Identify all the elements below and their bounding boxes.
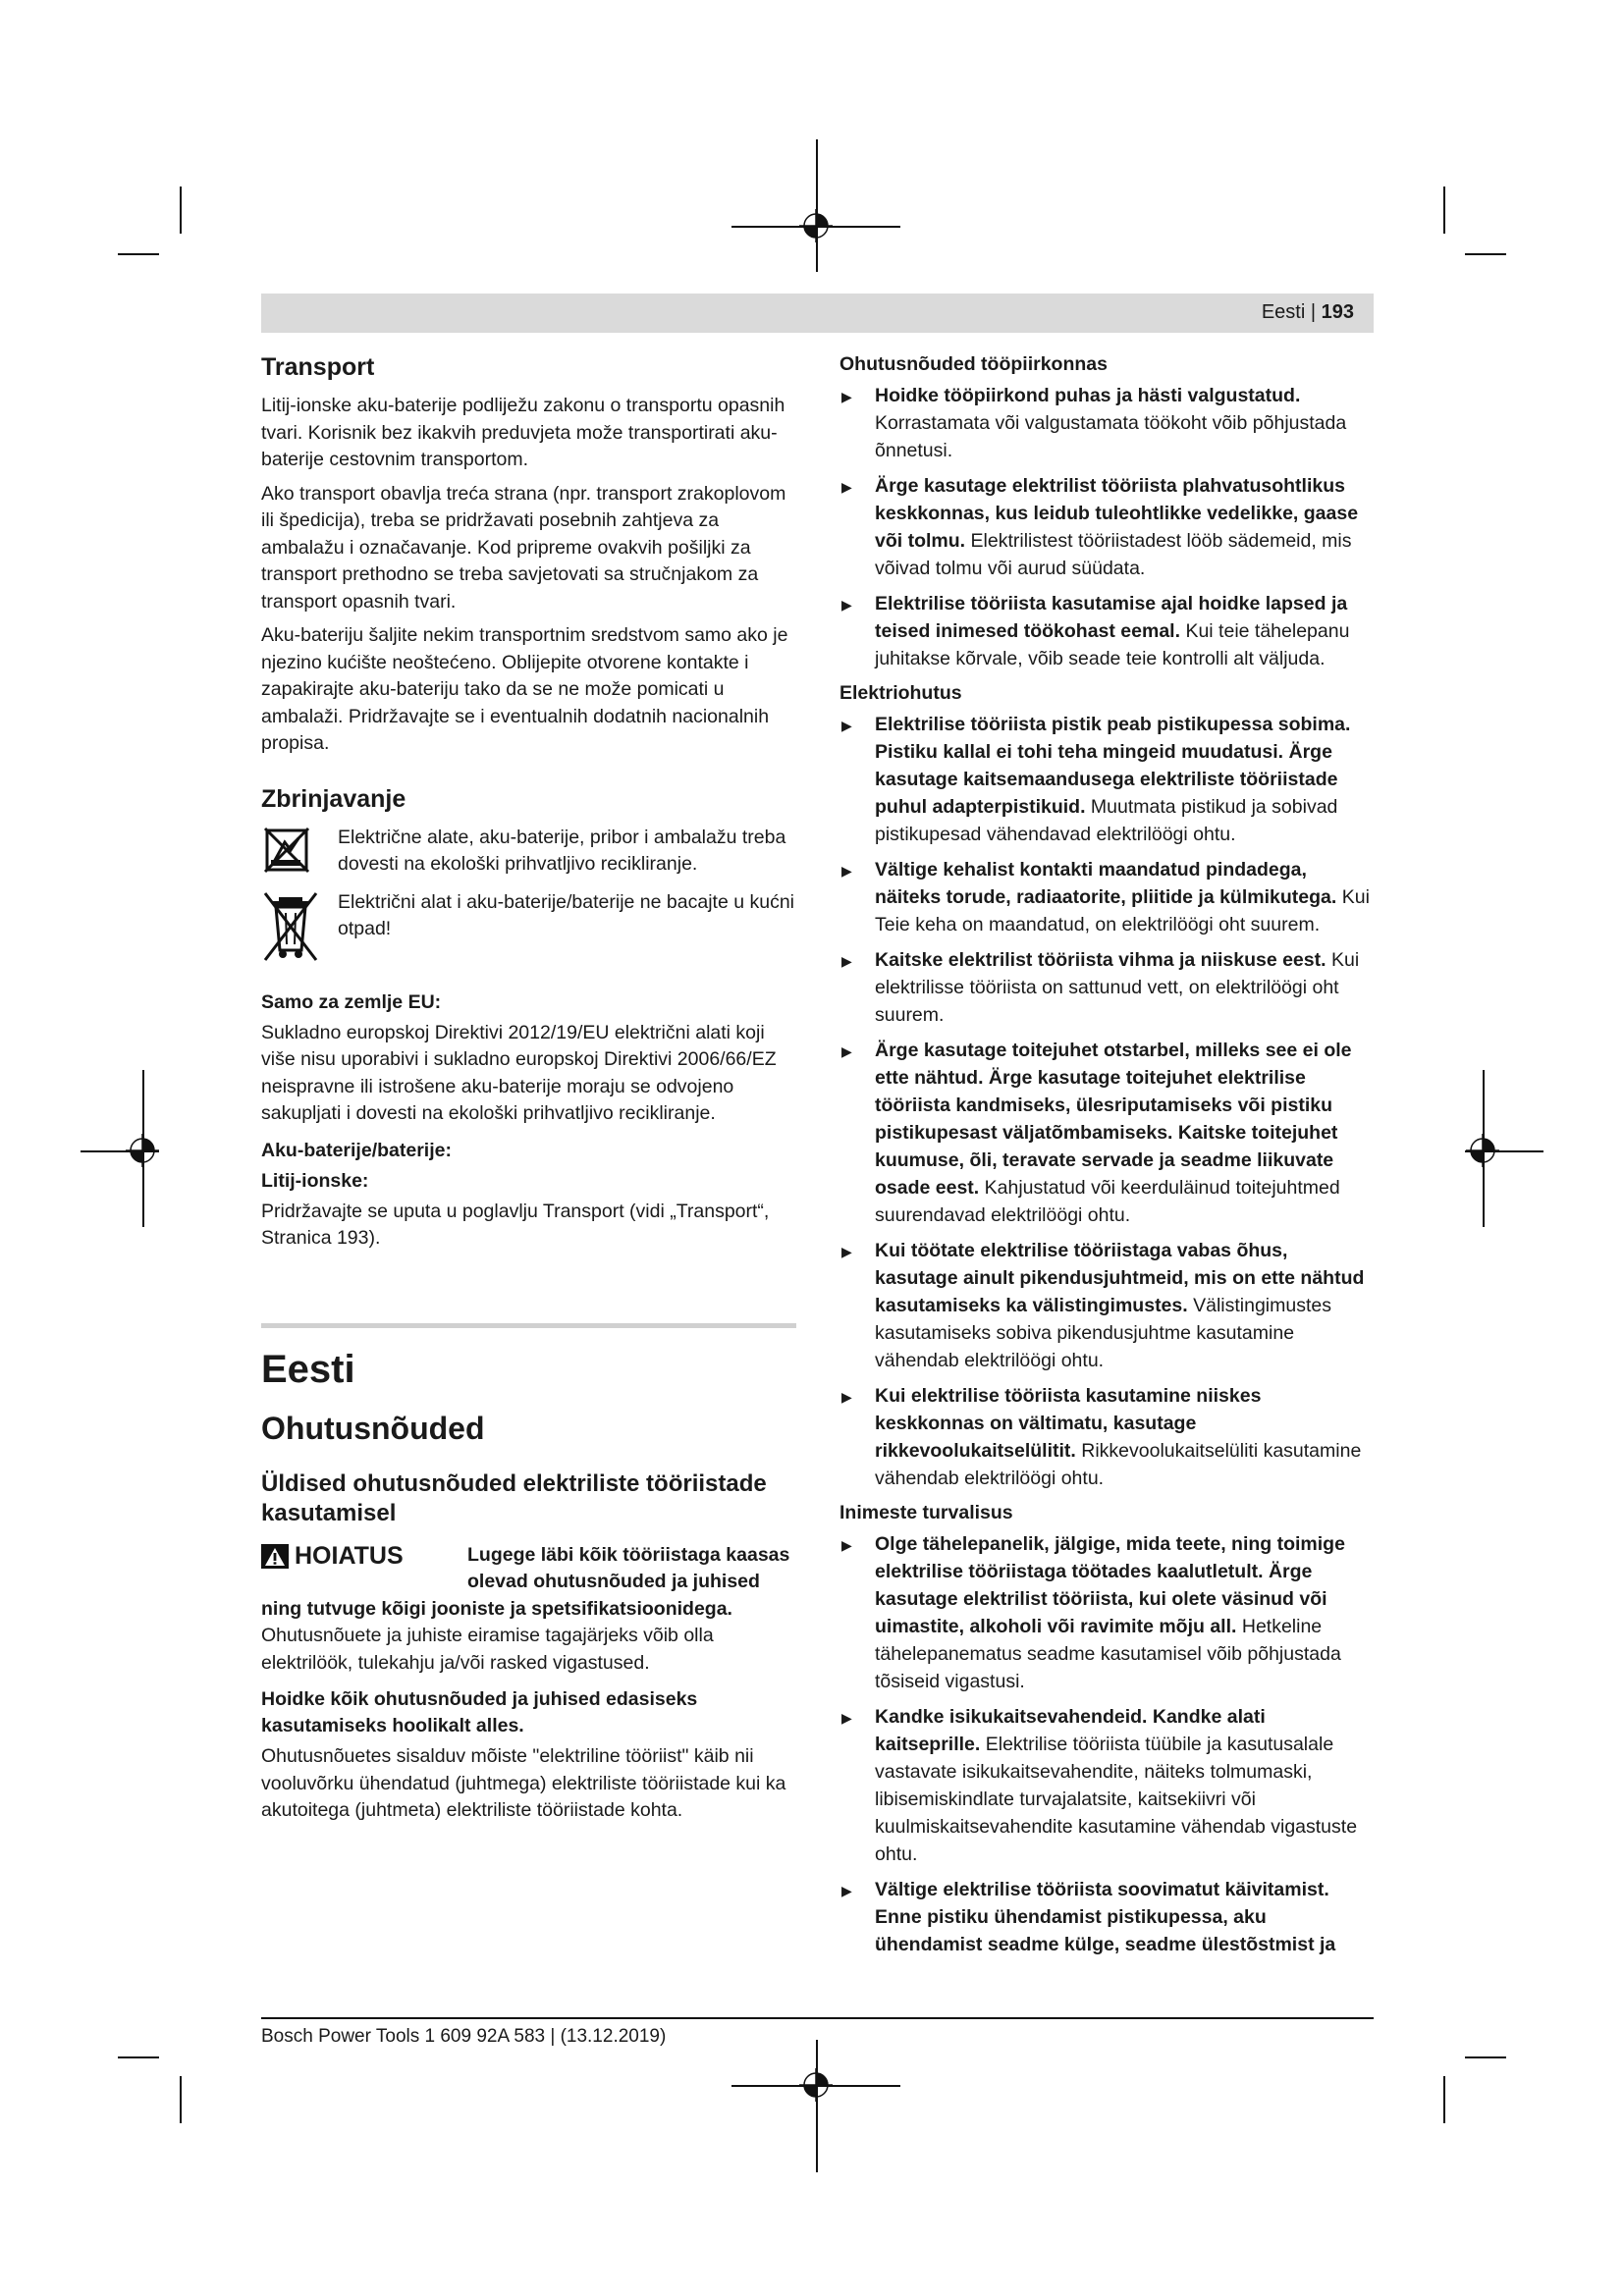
warning-line-2: ning tutvuge kõigi jooniste ja spetsifikatsioonidega. [261,1597,732,1620]
list-item-text: Kui elektrilisse tööriista on sattunud vett, on elektrilöögi oht suurem. [875,949,1360,1026]
registration-target-icon [1466,1134,1499,1167]
batteries-paragraph: Pridržavajte se uputa u poglavlju Transport (vidi „Transport“, Stranica 193). [261,1200,770,1249]
list-item-bold: Ärge kasutage toitejuhet otstarbel, milleks see ei ole ette nähtud. Ärge kasutage toitejuhet elektrilise tööriista kandmiseks, ülesriputamiseks või pistiku pistikupesast väljatõmbamiseks. Kaitske toitejuhet kuumuse, õli, teravate servade ja seadme liikuvate osade eest. [875,1040,1352,1199]
warning-triangle-icon [261,1544,289,1569]
page-footer: Bosch Power Tools 1 609 92A 583 | (13.12.2019) [261,2026,667,2047]
list-item [839,856,1375,938]
electrical-heading: Elektriohutus [839,682,962,704]
list-item-bold: Elektrilise tööriista kasutamise ajal hoidke lapsed ja teised inimesed töökohast eemal. [875,593,1348,642]
header-label [1262,301,1354,324]
list-item [839,1876,1375,1958]
transport-paragraph-2: Ako transport obavlja treća strana (npr. transport zrakoplovom ili špedicija), treba se pridržavati posebnih zahtjeva za ambalažu i označavanje. Kod pripreme ovakvih pošiljki za transport prethodno se treba savjetovati sa stručnjakom za transport opasnih tvari. [261,482,786,613]
warning-label: HOIATUS [295,1541,404,1570]
left-column [261,351,796,1832]
footer-rule [261,2017,1374,2019]
list-item-bold: Kaitske elektrilist tööriista vihma ja niiskuse eest. [875,949,1326,971]
list-item [839,946,1375,1029]
disposal-item-1 [261,825,796,883]
list-item-text: Korrastamata või valgustamata töökoht võib põhjustada õnnetusi. [875,412,1347,461]
batteries-heading: Aku-baterije/baterije: [261,1139,452,1161]
warning-line-1: Lugege läbi kõik tööriistaga kaasas olevad ohutusnõuded ja juhised [467,1543,790,1592]
header-separator: | [1305,301,1322,323]
list-item [839,590,1375,672]
page-header [261,294,1374,333]
list-item [839,382,1375,464]
workplace-list [839,382,1375,672]
list-item-text: Välistingimustes kasutamiseks sobiva pikendusjuhtme kasutamine vähendab elektrilöögi ohtu. [875,1295,1331,1371]
personal-safety-list [839,1530,1375,1958]
transport-heading: Transport [261,353,375,381]
transport-paragraph-1: Litij-ionske aku-baterije podliježu zakonu o transportu opasnih tvari. Korisnik bez ikakvih preduvjeta može transportirati aku-baterije cestovnim transportom. [261,395,785,470]
list-item [839,472,1375,582]
keep-instructions-heading: Hoidke kõik ohutusnõuded ja juhised edasiseks kasutamiseks hoolikalt alles. [261,1688,698,1736]
right-column [839,351,1375,1966]
list-item-text: Muutmata pistikud ja sobivad pistikupesad vähendavad elektrilöögi ohtu. [875,796,1338,845]
list-item-bold: Vältige elektrilise tööriista soovimatut käivitamist. Enne pistiku ühendamist pistikupessa, aku ühendamist seadme külge, seadme ülestõstmist ja [875,1879,1336,1955]
safety-title: Ohutusnõuded [261,1410,485,1446]
list-item-bold: Olge tähelepanelik, jälgige, mida teete, ning toimige elektrilise tööriistaga töötades kaalutletult. Ärge kasutage elektrilist tööriista, kui olete väsinud või uimastite, alkoholi või ravimite mõju all. [875,1533,1345,1637]
list-item-bold: Kui töötate elektrilise tööriistaga vabas õhus, kasutage ainult pikendusjuhtmeid, mis on ette nähtud kasutamiseks ka välistingimustes. [875,1240,1365,1316]
list-item-text: Kui Teie keha on maandatud, on elektrilöögi oht suurem. [875,886,1370,935]
transport-paragraph-3: Aku-bateriju šaljite nekim transportnim sredstvom samo ako je njezino kućište neoštećeno. Oblijepite otvorene kontakte i zapakirajte aku-bateriju tako da se ne može pomicati u ambalaži. Pridržavajte se i eventualnih dodatnih nacionalnih propisa. [261,624,788,754]
warning-paragraph: Ohutusnõuete ja juhiste eiramise tagajärjeks võib olla elektrilöök, tulekahju ja/või rasked vigastused. [261,1625,714,1674]
eu-heading: Samo za zemlje EU: [261,990,442,1013]
header-page-number: 193 [1321,301,1354,323]
list-item-text: Elektrilistest tööriistadest lööb sädemeid, mis võivad tolmu või aurud süüdata. [875,530,1352,579]
list-item [839,1703,1375,1868]
list-item [839,1237,1375,1374]
electrical-list [839,711,1375,1492]
list-item-bold: Elektrilise tööriista pistik peab pistikupessa sobima. Pistiku kallal ei tohi teha mingeid muudatusi. Ärge kasutage kaitsemaandusega elektriliste tööriistade puhul adapterpistikuid. [875,714,1351,818]
disposal-text-2: Električni alat i aku-baterije/baterije ne bacajte u kućni otpad! [338,890,795,939]
list-item-bold: Kui elektrilise tööriista kasutamine niiskes keskkonnas on vältimatu, kasutage rikkevoolukaitselülitit. [875,1385,1262,1462]
list-item [839,1382,1375,1492]
language-title: Eesti [261,1347,355,1391]
list-item-bold: Kandke isikukaitsevahendeid. Kandke alati kaitseprille. [875,1706,1266,1755]
list-item-text: Hetkeline tähelepanematus seadme kasutamisel võib põhjustada tõsiseid vigastusi. [875,1616,1341,1692]
warning-badge [261,1542,467,1571]
lithium-heading: Litij-ionske: [261,1169,369,1192]
warning-block [261,1542,796,1596]
crossed-bin-icon [261,889,320,968]
disposal-text-1: Električne alate, aku-baterije, pribor i ambalažu treba dovesti na ekološki prihvatljivo recikliranje. [338,826,786,875]
disposal-item-2 [261,889,796,968]
list-item [839,1530,1375,1695]
list-item [839,711,1375,848]
disposal-heading: Zbrinjavanje [261,784,406,813]
section-divider [261,1323,796,1328]
list-item [839,1037,1375,1229]
keep-instructions-paragraph: Ohutusnõuetes sisalduv mõiste "elektriline tööriist" käib nii vooluvõrku ühendatud (juhtmega) elektriliste tööriistade kui ka akutoitega (juhtmeta) elektriliste tööriistade kohta. [261,1745,786,1821]
list-item-text: Elektrilise tööriista tüübile ja kasutusalale vastavate isikukaitsevahendite, näiteks tolmumaski, libisemiskindlate turvajalatsite, kaitsekiivri või kuulmiskaitsevahendite kasutamine vähendab vigastuste ohtu. [875,1734,1358,1865]
list-item-bold: Hoidke tööpiirkond puhas ja hästi valgustatud. [875,385,1301,406]
personal-safety-heading: Inimeste turvalisus [839,1502,1013,1523]
list-item-text: Kahjustatud või keerduläinud toitejuhtmed suurendavad elektrilöögi ohtu. [875,1177,1340,1226]
list-item-text: Kui teie tähelepanu juhitakse kõrvale, võib seade teie kontrolli alt väljuda. [875,620,1350,669]
workplace-heading: Ohutusnõuded tööpiirkonnas [839,353,1108,375]
registration-target-icon [126,1134,159,1167]
header-language: Eesti [1261,301,1306,323]
registration-target-icon [799,2068,833,2102]
list-item-bold: Vältige kehalist kontakti maandatud pindadega, näiteks torude, radiaatorite, pliitide ja külmikutega. [875,859,1337,908]
list-item-text: Rikkevoolukaitselüliti kasutamine vähendab elektrilöögi ohtu. [875,1440,1362,1489]
registration-target-icon [799,209,833,242]
general-safety-title: Üldised ohutusnõuded elektriliste tööriistade kasutamisel [261,1469,767,1526]
list-item-bold: Ärge kasutage elektrilist tööriista plahvatusohtlikus keskkonnas, kus leidub tuleohtlikke vedelikke, gaase või tolmu. [875,475,1359,552]
recycling-tool-icon [261,825,320,883]
eu-paragraph: Sukladno europskoj Direktivi 2012/19/EU električni alati koji više nisu uporabivi i sukladno europskoj Direktivi 2006/66/EZ neispravne ili istrošene aku-baterije moraju se odvojeno sakupljati i dovesti na ekološki prihvatljivo recikliranje. [261,1021,777,1124]
